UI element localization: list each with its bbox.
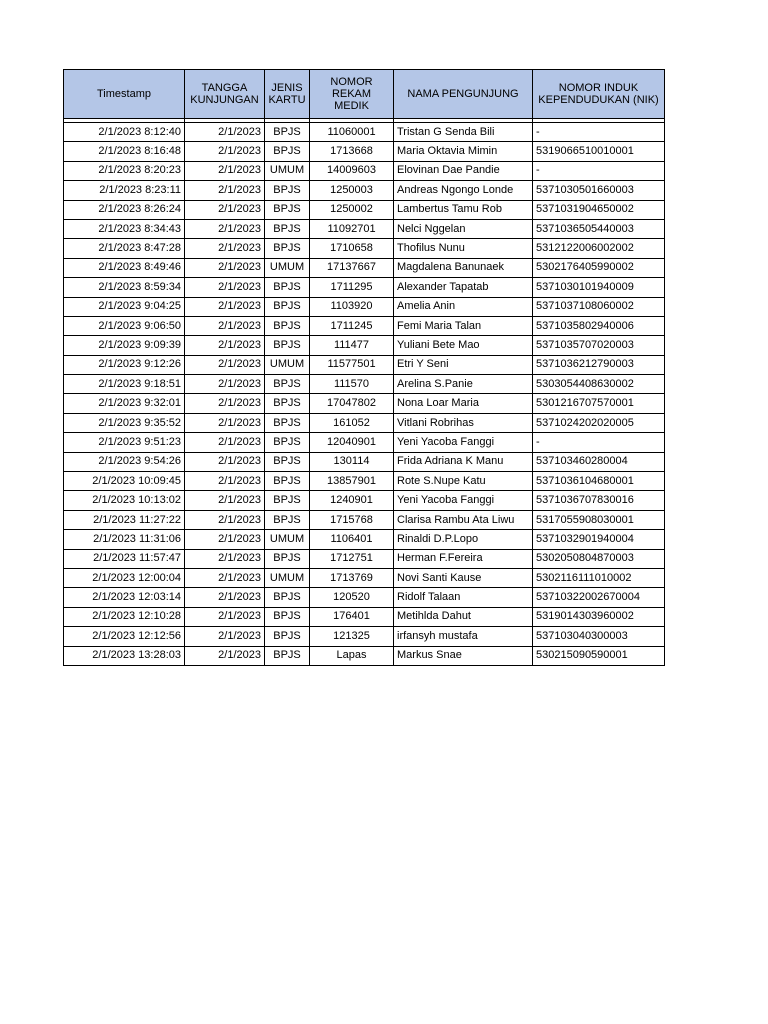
table-row: [64, 336, 665, 355]
cell-nama-pengunjung[interactable]: Ridolf Talaan: [394, 588, 533, 607]
cell-timestamp[interactable]: 2/1/2023 9:54:26: [64, 452, 185, 471]
cell-nomor-rekam-medik[interactable]: 11060001: [310, 123, 394, 142]
cell-nomor-rekam-medik[interactable]: 1713769: [310, 568, 394, 587]
cell-nama-pengunjung[interactable]: Metihlda Dahut: [394, 607, 533, 626]
cell-nomor-rekam-medik[interactable]: 11092701: [310, 219, 394, 238]
table-row: [64, 588, 665, 607]
cell-nama-pengunjung[interactable]: Arelina S.Panie: [394, 375, 533, 394]
table-row: [64, 123, 665, 142]
table-row: [64, 568, 665, 587]
cell-tanggal-kunjungan[interactable]: 2/1/2023: [185, 568, 265, 587]
cell-jenis-kartu[interactable]: UMUM: [265, 161, 310, 180]
cell-timestamp[interactable]: 2/1/2023 8:47:28: [64, 239, 185, 258]
cell-nik[interactable]: 5301216707570001: [533, 394, 665, 413]
cell-timestamp[interactable]: 2/1/2023 8:20:23: [64, 161, 185, 180]
cell-jenis-kartu[interactable]: BPJS: [265, 588, 310, 607]
cell-timestamp[interactable]: 2/1/2023 11:27:22: [64, 510, 185, 529]
table-row: [64, 627, 665, 646]
cell-nama-pengunjung[interactable]: Nona Loar Maria: [394, 394, 533, 413]
table-row: [64, 394, 665, 413]
cell-timestamp[interactable]: 2/1/2023 11:57:47: [64, 549, 185, 568]
cell-nama-pengunjung[interactable]: Maria Oktavia Mimin: [394, 142, 533, 161]
header-nik-line1: NOMOR INDUK: [558, 82, 639, 94]
table-row: [64, 355, 665, 374]
cell-nik[interactable]: 537103040300003: [533, 627, 665, 646]
cell-jenis-kartu[interactable]: BPJS: [265, 549, 310, 568]
cell-tanggal-kunjungan[interactable]: 2/1/2023: [185, 646, 265, 665]
table-row: [64, 278, 665, 297]
cell-timestamp[interactable]: 2/1/2023 10:13:02: [64, 491, 185, 510]
cell-nik[interactable]: 537103460280004: [533, 452, 665, 471]
cell-nomor-rekam-medik[interactable]: 17047802: [310, 394, 394, 413]
table-row: [64, 607, 665, 626]
table-body: [64, 119, 665, 666]
cell-jenis-kartu[interactable]: BPJS: [265, 394, 310, 413]
cell-tanggal-kunjungan[interactable]: 2/1/2023: [185, 200, 265, 219]
cell-nik[interactable]: 5371032901940004: [533, 530, 665, 549]
cell-tanggal-kunjungan[interactable]: 2/1/2023: [185, 549, 265, 568]
cell-jenis-kartu[interactable]: BPJS: [265, 200, 310, 219]
cell-nomor-rekam-medik[interactable]: 1250003: [310, 181, 394, 200]
cell-jenis-kartu[interactable]: BPJS: [265, 646, 310, 665]
cell-tanggal-kunjungan[interactable]: 2/1/2023: [185, 219, 265, 238]
cell-nama-pengunjung[interactable]: Femi Maria Talan: [394, 316, 533, 335]
cell-nomor-rekam-medik[interactable]: 13857901: [310, 472, 394, 491]
cell-tanggal-kunjungan[interactable]: 2/1/2023: [185, 452, 265, 471]
cell-nik[interactable]: 5302050804870003: [533, 549, 665, 568]
header-rekam-line2: MEDIK: [334, 100, 369, 112]
cell-jenis-kartu[interactable]: BPJS: [265, 452, 310, 471]
cell-nomor-rekam-medik[interactable]: Lapas: [310, 646, 394, 665]
cell-timestamp[interactable]: 2/1/2023 9:32:01: [64, 394, 185, 413]
cell-tanggal-kunjungan[interactable]: 2/1/2023: [185, 239, 265, 258]
cell-nama-pengunjung[interactable]: Markus Snae: [394, 646, 533, 665]
table-row: [64, 200, 665, 219]
header-tanggal-kunjungan[interactable]: [185, 70, 265, 119]
cell-timestamp[interactable]: 2/1/2023 13:28:03: [64, 646, 185, 665]
cell-timestamp[interactable]: 2/1/2023 11:31:06: [64, 530, 185, 549]
cell-nama-pengunjung[interactable]: Yeni Yacoba Fanggi: [394, 433, 533, 452]
cell-nomor-rekam-medik[interactable]: 1713668: [310, 142, 394, 161]
cell-timestamp[interactable]: 2/1/2023 12:10:28: [64, 607, 185, 626]
cell-nik[interactable]: 5371035707020003: [533, 336, 665, 355]
cell-timestamp[interactable]: 2/1/2023 9:51:23: [64, 433, 185, 452]
cell-nama-pengunjung[interactable]: Clarisa Rambu Ata Liwu: [394, 510, 533, 529]
header-rekam-line1: NOMOR REKAM: [330, 76, 373, 100]
cell-nama-pengunjung[interactable]: Rinaldi D.P.Lopo: [394, 530, 533, 549]
cell-jenis-kartu[interactable]: UMUM: [265, 355, 310, 374]
cell-tanggal-kunjungan[interactable]: 2/1/2023: [185, 142, 265, 161]
header-timestamp-label: Timestamp: [97, 88, 151, 100]
cell-nama-pengunjung[interactable]: Lambertus Tamu Rob: [394, 200, 533, 219]
cell-nama-pengunjung[interactable]: Vitlani Robrihas: [394, 413, 533, 432]
cell-nik[interactable]: 5371030501660003: [533, 181, 665, 200]
table-row: [64, 297, 665, 316]
cell-jenis-kartu[interactable]: BPJS: [265, 336, 310, 355]
cell-nik[interactable]: 5371036104680001: [533, 472, 665, 491]
cell-nama-pengunjung[interactable]: Frida Adriana K Manu: [394, 452, 533, 471]
table-row: [64, 472, 665, 491]
visitor-table: [63, 69, 665, 666]
table-row: [64, 549, 665, 568]
cell-tanggal-kunjungan[interactable]: 2/1/2023: [185, 530, 265, 549]
cell-nama-pengunjung[interactable]: Amelia Anin: [394, 297, 533, 316]
cell-nik[interactable]: -: [533, 433, 665, 452]
cell-timestamp[interactable]: 2/1/2023 12:00:04: [64, 568, 185, 587]
table-row: [64, 375, 665, 394]
cell-tanggal-kunjungan[interactable]: 2/1/2023: [185, 258, 265, 277]
cell-nama-pengunjung[interactable]: Nelci Nggelan: [394, 219, 533, 238]
header-jenis-line2: KARTU: [268, 94, 306, 106]
table-row: [64, 239, 665, 258]
table-row: [64, 142, 665, 161]
cell-timestamp[interactable]: 2/1/2023 9:06:50: [64, 316, 185, 335]
cell-nik[interactable]: -: [533, 161, 665, 180]
cell-nomor-rekam-medik[interactable]: 161052: [310, 413, 394, 432]
cell-nama-pengunjung[interactable]: Thofilus Nunu: [394, 239, 533, 258]
cell-nama-pengunjung[interactable]: Magdalena Banunaek: [394, 258, 533, 277]
cell-nik[interactable]: 5371030101940009: [533, 278, 665, 297]
cell-jenis-kartu[interactable]: BPJS: [265, 433, 310, 452]
header-nik-line2: KEPENDUDUKAN (NIK): [538, 94, 659, 106]
cell-nomor-rekam-medik[interactable]: 111477: [310, 336, 394, 355]
header-row: [64, 70, 665, 119]
table-row: [64, 530, 665, 549]
cell-jenis-kartu[interactable]: BPJS: [265, 627, 310, 646]
cell-timestamp[interactable]: 2/1/2023 8:49:46: [64, 258, 185, 277]
table-row: [64, 181, 665, 200]
table-row: [64, 646, 665, 665]
cell-nik[interactable]: 53710322002670004: [533, 588, 665, 607]
cell-tanggal-kunjungan[interactable]: 2/1/2023: [185, 413, 265, 432]
cell-nama-pengunjung[interactable]: Herman F.Fereira: [394, 549, 533, 568]
table-row: [64, 491, 665, 510]
cell-timestamp[interactable]: 2/1/2023 9:04:25: [64, 297, 185, 316]
cell-tanggal-kunjungan[interactable]: 2/1/2023: [185, 181, 265, 200]
cell-nik[interactable]: 5303054408630002: [533, 375, 665, 394]
cell-nik[interactable]: 5319014303960002: [533, 607, 665, 626]
cell-tanggal-kunjungan[interactable]: 2/1/2023: [185, 491, 265, 510]
cell-nomor-rekam-medik[interactable]: 1712751: [310, 549, 394, 568]
cell-nomor-rekam-medik[interactable]: 1715768: [310, 510, 394, 529]
cell-nama-pengunjung[interactable]: Elovinan Dae Pandie: [394, 161, 533, 180]
cell-timestamp[interactable]: 2/1/2023 9:35:52: [64, 413, 185, 432]
cell-jenis-kartu[interactable]: BPJS: [265, 491, 310, 510]
cell-jenis-kartu[interactable]: UMUM: [265, 258, 310, 277]
cell-timestamp[interactable]: 2/1/2023 9:18:51: [64, 375, 185, 394]
cell-jenis-kartu[interactable]: BPJS: [265, 297, 310, 316]
cell-nama-pengunjung[interactable]: irfansyh mustafa: [394, 627, 533, 646]
header-jenis-line1: JENIS: [271, 82, 303, 94]
cell-tanggal-kunjungan[interactable]: 2/1/2023: [185, 588, 265, 607]
cell-jenis-kartu[interactable]: BPJS: [265, 123, 310, 142]
header-tanggal-line1: TANGGA: [201, 82, 248, 94]
cell-nomor-rekam-medik[interactable]: 11577501: [310, 355, 394, 374]
table-row: [64, 433, 665, 452]
table-row: [64, 161, 665, 180]
cell-tanggal-kunjungan[interactable]: 2/1/2023: [185, 123, 265, 142]
cell-nomor-rekam-medik[interactable]: 1103920: [310, 297, 394, 316]
cell-tanggal-kunjungan[interactable]: 2/1/2023: [185, 161, 265, 180]
cell-nomor-rekam-medik[interactable]: 1106401: [310, 530, 394, 549]
cell-nama-pengunjung[interactable]: Etri Y Seni: [394, 355, 533, 374]
cell-nomor-rekam-medik[interactable]: 120520: [310, 588, 394, 607]
table-header: [64, 70, 665, 119]
cell-jenis-kartu[interactable]: BPJS: [265, 278, 310, 297]
cell-nomor-rekam-medik[interactable]: 1250002: [310, 200, 394, 219]
cell-tanggal-kunjungan[interactable]: 2/1/2023: [185, 472, 265, 491]
header-nomor-rekam-medik[interactable]: [310, 70, 394, 119]
cell-nama-pengunjung[interactable]: Alexander Tapatab: [394, 278, 533, 297]
cell-timestamp[interactable]: 2/1/2023 12:03:14: [64, 588, 185, 607]
cell-nik[interactable]: 5371036505440003: [533, 219, 665, 238]
cell-nik[interactable]: 5312122006002002: [533, 239, 665, 258]
cell-nik[interactable]: 5371036212790003: [533, 355, 665, 374]
cell-nomor-rekam-medik[interactable]: 1710658: [310, 239, 394, 258]
table-row: [64, 258, 665, 277]
cell-jenis-kartu[interactable]: BPJS: [265, 142, 310, 161]
cell-tanggal-kunjungan[interactable]: 2/1/2023: [185, 297, 265, 316]
cell-nama-pengunjung[interactable]: Novi Santi Kause: [394, 568, 533, 587]
table-row: [64, 316, 665, 335]
cell-tanggal-kunjungan[interactable]: 2/1/2023: [185, 510, 265, 529]
cell-nik[interactable]: 5302116111010002: [533, 568, 665, 587]
cell-nik[interactable]: 5371037108060002: [533, 297, 665, 316]
cell-nama-pengunjung[interactable]: Yuliani Bete Mao: [394, 336, 533, 355]
cell-timestamp[interactable]: 2/1/2023 8:23:11: [64, 181, 185, 200]
cell-jenis-kartu[interactable]: BPJS: [265, 510, 310, 529]
cell-timestamp[interactable]: 2/1/2023 8:34:43: [64, 219, 185, 238]
cell-timestamp[interactable]: 2/1/2023 10:09:45: [64, 472, 185, 491]
cell-nik[interactable]: 530215090590001: [533, 646, 665, 665]
cell-tanggal-kunjungan[interactable]: 2/1/2023: [185, 278, 265, 297]
cell-nik[interactable]: 5371031904650002: [533, 200, 665, 219]
cell-nik[interactable]: 5302176405990002: [533, 258, 665, 277]
cell-timestamp[interactable]: 2/1/2023 8:59:34: [64, 278, 185, 297]
cell-tanggal-kunjungan[interactable]: 2/1/2023: [185, 627, 265, 646]
cell-jenis-kartu[interactable]: UMUM: [265, 568, 310, 587]
cell-tanggal-kunjungan[interactable]: 2/1/2023: [185, 355, 265, 374]
cell-jenis-kartu[interactable]: BPJS: [265, 239, 310, 258]
cell-jenis-kartu[interactable]: BPJS: [265, 375, 310, 394]
cell-tanggal-kunjungan[interactable]: 2/1/2023: [185, 394, 265, 413]
header-nama-pengunjung[interactable]: [394, 70, 533, 119]
table-row: [64, 510, 665, 529]
cell-tanggal-kunjungan[interactable]: 2/1/2023: [185, 607, 265, 626]
cell-nomor-rekam-medik[interactable]: 111570: [310, 375, 394, 394]
cell-jenis-kartu[interactable]: BPJS: [265, 181, 310, 200]
cell-nomor-rekam-medik[interactable]: 121325: [310, 627, 394, 646]
cell-timestamp[interactable]: 2/1/2023 9:09:39: [64, 336, 185, 355]
cell-tanggal-kunjungan[interactable]: 2/1/2023: [185, 316, 265, 335]
cell-jenis-kartu[interactable]: BPJS: [265, 607, 310, 626]
header-nama-label: NAMA PENGUNJUNG: [407, 88, 519, 100]
cell-nama-pengunjung[interactable]: Yeni Yacoba Fanggi: [394, 491, 533, 510]
cell-timestamp[interactable]: 2/1/2023 8:12:40: [64, 123, 185, 142]
header-timestamp[interactable]: [64, 70, 185, 119]
cell-nomor-rekam-medik[interactable]: 12040901: [310, 433, 394, 452]
header-jenis-kartu[interactable]: [265, 70, 310, 119]
cell-nomor-rekam-medik[interactable]: 130114: [310, 452, 394, 471]
cell-nik[interactable]: -: [533, 123, 665, 142]
cell-nomor-rekam-medik[interactable]: 14009603: [310, 161, 394, 180]
cell-nama-pengunjung[interactable]: Tristan G Senda Bili: [394, 123, 533, 142]
cell-nik[interactable]: 5371036707830016: [533, 491, 665, 510]
cell-jenis-kartu[interactable]: BPJS: [265, 316, 310, 335]
cell-timestamp[interactable]: 2/1/2023 8:16:48: [64, 142, 185, 161]
cell-nomor-rekam-medik[interactable]: 17137667: [310, 258, 394, 277]
cell-jenis-kartu[interactable]: UMUM: [265, 530, 310, 549]
cell-timestamp[interactable]: 2/1/2023 9:12:26: [64, 355, 185, 374]
cell-nik[interactable]: 5371035802940006: [533, 316, 665, 335]
table-row: [64, 452, 665, 471]
header-nik[interactable]: [533, 70, 665, 119]
cell-timestamp[interactable]: 2/1/2023 8:26:24: [64, 200, 185, 219]
cell-jenis-kartu[interactable]: BPJS: [265, 413, 310, 432]
cell-nama-pengunjung[interactable]: Andreas Ngongo Londe: [394, 181, 533, 200]
cell-nik[interactable]: 5371024202020005: [533, 413, 665, 432]
cell-tanggal-kunjungan[interactable]: 2/1/2023: [185, 336, 265, 355]
cell-jenis-kartu[interactable]: BPJS: [265, 219, 310, 238]
table-row: [64, 413, 665, 432]
cell-nik[interactable]: 5319066510010001: [533, 142, 665, 161]
cell-nik[interactable]: 5317055908030001: [533, 510, 665, 529]
cell-tanggal-kunjungan[interactable]: 2/1/2023: [185, 375, 265, 394]
cell-nomor-rekam-medik[interactable]: 1711245: [310, 316, 394, 335]
cell-jenis-kartu[interactable]: BPJS: [265, 472, 310, 491]
cell-nomor-rekam-medik[interactable]: 1711295: [310, 278, 394, 297]
cell-timestamp[interactable]: 2/1/2023 12:12:56: [64, 627, 185, 646]
cell-nomor-rekam-medik[interactable]: 176401: [310, 607, 394, 626]
header-tanggal-line2: KUNJUNGAN: [190, 94, 259, 106]
cell-tanggal-kunjungan[interactable]: 2/1/2023: [185, 433, 265, 452]
cell-nomor-rekam-medik[interactable]: 1240901: [310, 491, 394, 510]
table-row: [64, 219, 665, 238]
cell-nama-pengunjung[interactable]: Rote S.Nupe Katu: [394, 472, 533, 491]
